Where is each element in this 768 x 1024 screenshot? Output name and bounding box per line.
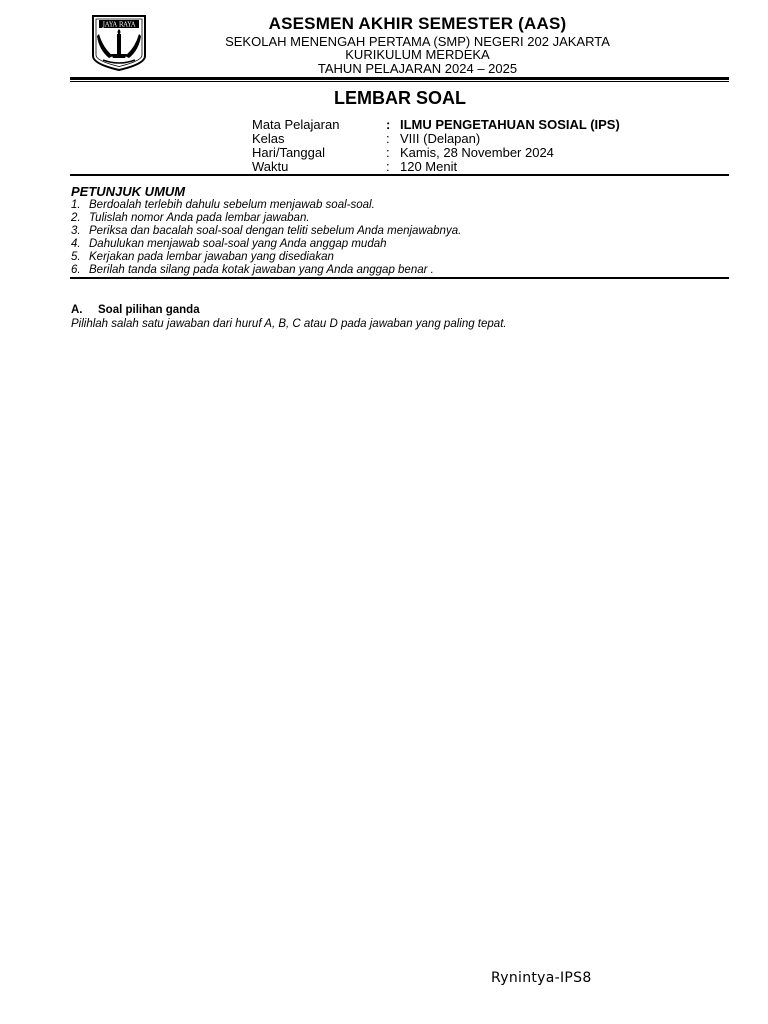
instruction-item — [71, 200, 375, 212]
instruction-text: Berdoalah terlebih dahulu sebelum menjawab soal-soal. — [89, 199, 375, 211]
logo-motto: JAYA RAYA — [102, 21, 136, 29]
general-instructions-title: PETUNJUK UMUM — [71, 184, 186, 199]
info-row-class — [252, 132, 480, 145]
instruction-text: Periksa dan bacalah soal-soal dengan teliti sebelum Anda menjawabnya. — [89, 225, 462, 237]
instruction-number: 1. — [71, 199, 81, 211]
document-title: LEMBAR SOAL — [334, 88, 466, 108]
info-value: 120 Menit — [400, 159, 458, 174]
instruction-text: Kerjakan pada lembar jawaban yang disediakan — [89, 251, 334, 263]
info-row-subject — [252, 118, 620, 131]
info-label: Kelas — [252, 131, 285, 146]
footer-author: Rynintya-IPS8 — [491, 970, 592, 986]
info-value: VIII (Delapan) — [400, 131, 481, 146]
info-colon: : — [386, 131, 390, 146]
instructions-divider — [70, 277, 729, 279]
info-divider — [70, 174, 729, 176]
info-value: ILMU PENGETAHUAN SOSIAL (IPS) — [400, 117, 620, 132]
instruction-number: 4. — [71, 238, 81, 250]
instruction-item — [71, 213, 310, 225]
instruction-item — [71, 226, 461, 238]
info-label: Mata Pelajaran — [252, 117, 340, 132]
header-divider-thick — [70, 77, 729, 80]
info-label: Waktu — [252, 159, 289, 174]
info-colon: : — [386, 159, 390, 174]
instruction-number: 2. — [71, 212, 81, 224]
section-letter: A. — [71, 304, 83, 316]
instruction-text: Berilah tanda silang pada kotak jawaban yang Anda anggap benar . — [89, 264, 434, 276]
school-name: SEKOLAH MENENGAH PERTAMA (SMP) NEGERI 202 JAKARTA — [225, 34, 610, 49]
info-row-time — [252, 160, 457, 173]
section-a-title — [71, 305, 200, 317]
instruction-item — [71, 252, 334, 264]
info-row-date — [252, 146, 554, 159]
info-colon: : — [386, 145, 390, 160]
jakarta-emblem-logo — [89, 14, 149, 72]
info-colon: : — [386, 117, 391, 132]
instruction-item — [71, 239, 387, 251]
header-divider-thin — [70, 81, 729, 82]
section-a-instruction: Pilihlah salah satu jawaban dari huruf A, B, C atau D pada jawaban yang paling tepat. — [71, 318, 507, 330]
exam-title: ASESMEN AKHIR SEMESTER (AAS) — [268, 14, 567, 33]
instruction-text: Tulislah nomor Anda pada lembar jawaban. — [89, 212, 310, 224]
instruction-text: Dahulukan menjawab soal-soal yang Anda anggap mudah — [89, 238, 387, 250]
instruction-number: 3. — [71, 225, 81, 237]
instruction-item — [71, 265, 434, 277]
academic-year: TAHUN PELAJARAN 2024 – 2025 — [317, 61, 518, 76]
instruction-number: 5. — [71, 251, 81, 263]
curriculum-name: KURIKULUM MERDEKA — [345, 47, 490, 62]
section-name: Soal pilihan ganda — [98, 304, 200, 316]
instruction-number: 6. — [71, 264, 81, 276]
info-label: Hari/Tanggal — [252, 145, 325, 160]
info-value: Kamis, 28 November 2024 — [400, 145, 554, 160]
